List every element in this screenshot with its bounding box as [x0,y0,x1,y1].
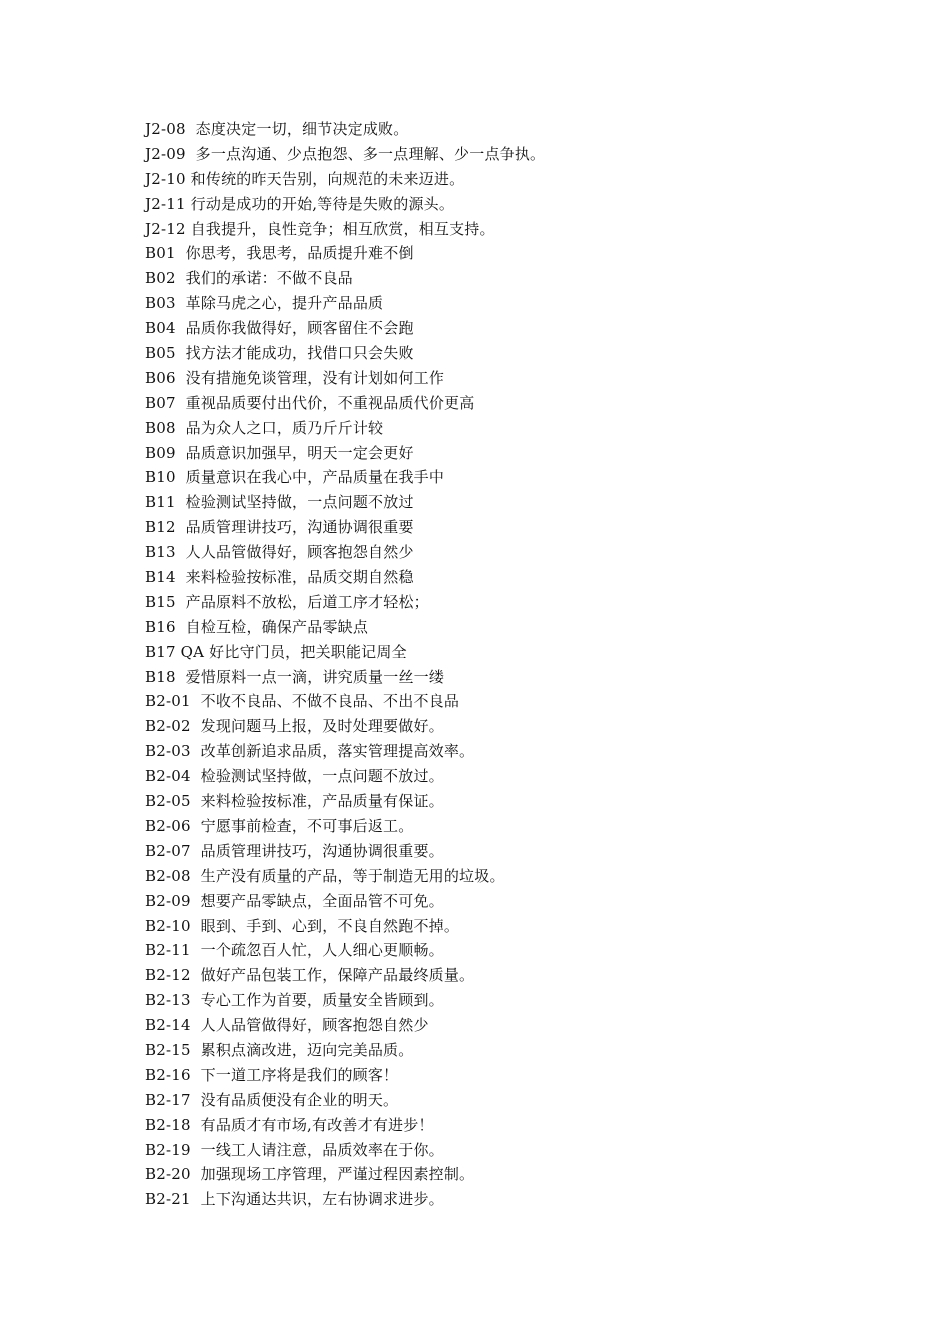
list-item: B01 你思考，我思考，品质提升难不倒 [145,244,414,263]
list-item: B2-09 想要产品零缺点，全面品管不可免。 [145,891,444,910]
list-item: J2-08 态度决定一切，细节决定成败。 [145,120,409,138]
list-item: B2-01 不收不良品、不做不良品、不出不良品 [145,692,460,711]
list-item: B10 质量意识在我心中，产品质量在我手中 [145,468,445,487]
list-item: B2-12 做好产品包装工作，保障产品最终质量。 [145,966,475,985]
list-item: B2-13 专心工作为首要，质量安全皆顾到。 [145,991,444,1010]
list-item: B12 品质管理讲技巧，沟通协调很重要 [145,518,414,537]
list-item: B2-17 没有品质便没有企业的明天。 [145,1090,399,1109]
list-item: B2-16 下一道工序将是我们的顾客！ [145,1065,399,1084]
list-item: B2-07 品质管理讲技巧，沟通协调很重要。 [145,841,444,860]
list-item: J2-09 多一点沟通、少点抱怨、多一点理解、少一点争执。 [145,144,546,163]
list-item: B2-02 发现问题马上报，及时处理要做好。 [145,717,444,736]
list-item: B2-04 检验测试坚持做，一点问题不放过。 [145,767,444,786]
list-item: B2-10 眼到、手到、心到，不良自然跑不掉。 [145,916,460,935]
list-item: B07 重视品质要付出代价，不重视品质代价更高 [145,393,475,412]
list-item: B2-18 有品质才有市场,有改善才有进步！ [145,1115,434,1134]
list-item: B2-08 生产没有质量的产品，等于制造无用的垃圾。 [145,866,505,885]
list-item: B2-03 改革创新追求品质，落实管理提高效率。 [145,742,475,761]
list-item: J2-11 行动是成功的开始,等待是失败的源头。 [145,194,455,213]
list-item: B18 爱惜原料一点一滴，讲究质量一丝一缕 [145,667,445,686]
list-item: B2-15 累积点滴改进，迈向完美品质。 [145,1040,414,1059]
list-item: B2-05 来料检验按标准，产品质量有保证。 [145,792,444,811]
list-item: B05 找方法才能成功，找借口只会失败 [145,344,414,363]
list-item: B17 QA 好比守门员，把关职能记周全 [145,642,407,661]
list-item: B2-11 一个疏忽百人忙，人人细心更顺畅。 [145,941,444,960]
list-item: B11 检验测试坚持做，一点问题不放过 [145,493,414,512]
list-item: B09 品质意识加强早，明天一定会更好 [145,443,414,462]
list-item: B2-21 上下沟通达共识，左右协调求进步。 [145,1190,444,1209]
list-item: B13 人人品管做得好，顾客抱怨自然少 [145,543,414,562]
list-item: J2-12 自我提升，良性竞争；相互欣赏，相互支持。 [145,219,495,238]
list-item: B02 我们的承诺：不做不良品 [145,269,353,288]
list-item: B15 产品原料不放松，后道工序才轻松； [145,592,429,611]
list-item: B04 品质你我做得好，顾客留住不会跑 [145,319,414,338]
list-item: B2-14 人人品管做得好，顾客抱怨自然少 [145,1016,429,1035]
list-item: B16 自检互检，确保产品零缺点 [145,617,369,636]
list-item: B2-19 一线工人请注意，品质效率在于你。 [145,1140,444,1159]
list-item: B06 没有措施免谈管理，没有计划如何工作 [145,368,445,387]
list-item: B2-20 加强现场工序管理，严谨过程因素控制。 [145,1165,475,1184]
list-item: B14 来料检验按标准，品质交期自然稳 [145,568,414,587]
list-item: B2-06 宁愿事前检查，不可事后返工。 [145,816,414,835]
list-item: B08 品为众人之口，质乃斤斤计较 [145,418,384,437]
list-item: B03 革除马虎之心，提升产品品质 [145,294,384,313]
slogan-list [145,117,545,1212]
list-item: J2-10 和传统的昨天告别，向规范的未来迈进。 [145,169,465,188]
